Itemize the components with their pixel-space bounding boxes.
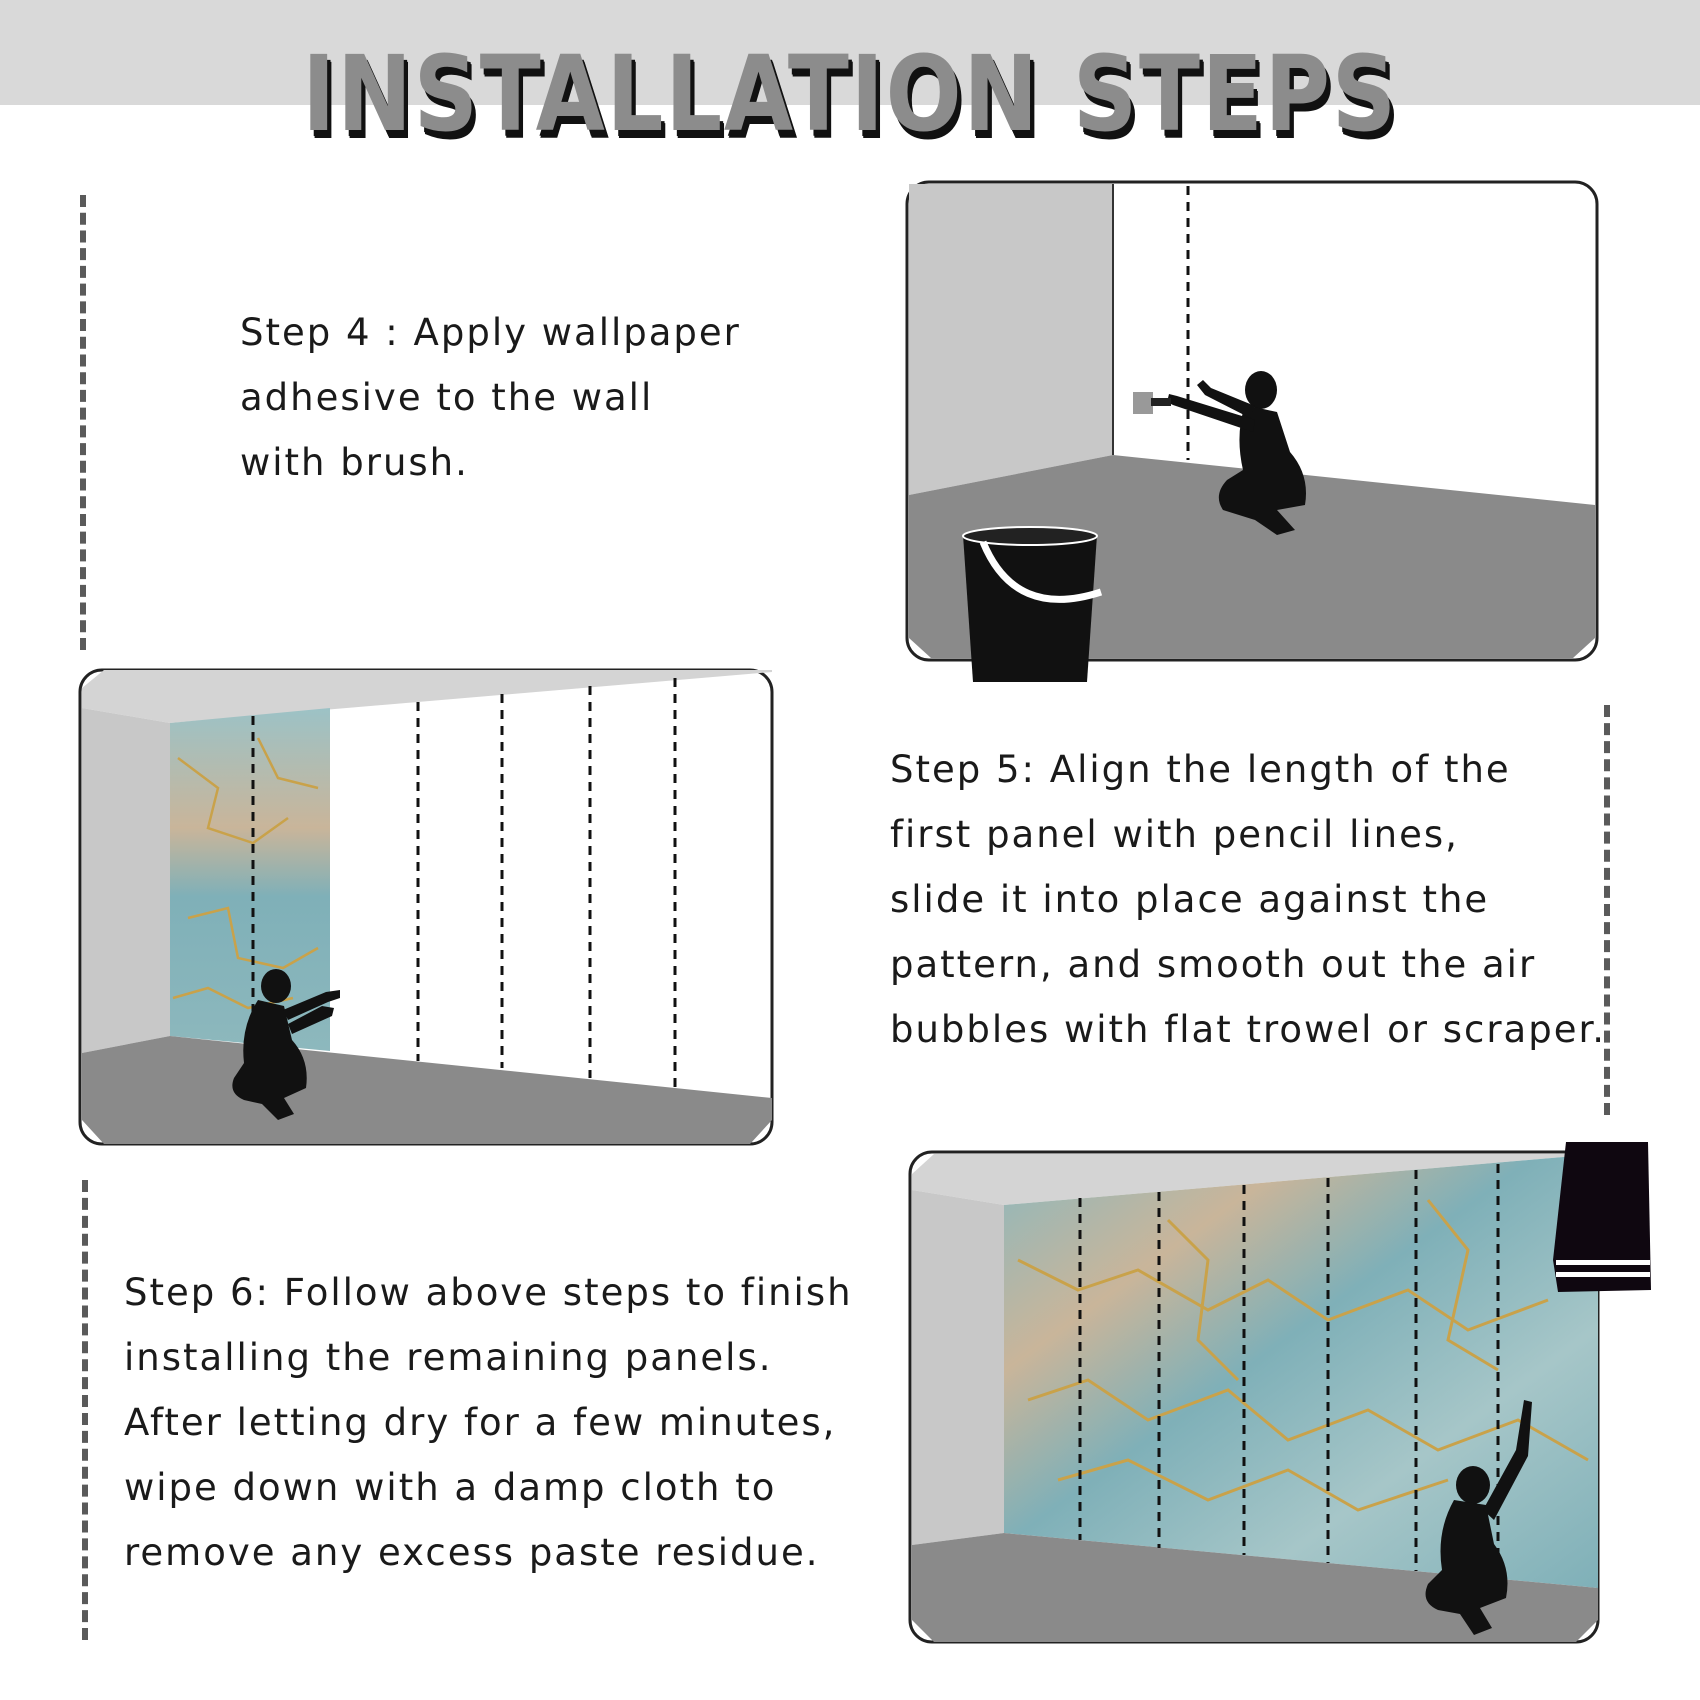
step-6-illustration	[908, 1140, 1653, 1670]
brush-handle	[1151, 398, 1171, 406]
step-5-line: bubbles with flat trowel or scraper.	[890, 1008, 1607, 1051]
step-4-line: adhesive to the wall	[240, 376, 654, 419]
side-wall	[909, 184, 1113, 495]
step-6-line: remove any excess paste residue.	[124, 1531, 820, 1574]
side-wall	[82, 708, 170, 1053]
step-4-line: with brush.	[240, 441, 469, 484]
bucket-icon	[963, 527, 1101, 682]
step-5-illustration	[78, 668, 778, 1148]
dashed-divider-top-left	[80, 195, 86, 650]
dashed-divider-bottom-left	[82, 1180, 88, 1640]
step-5-line: first panel with pencil lines,	[890, 813, 1459, 856]
step-4-illustration	[905, 180, 1605, 690]
step-6-line: installing the remaining panels.	[124, 1336, 773, 1379]
step-4-line: Step 4 : Apply wallpaper	[240, 311, 741, 354]
step-5-line: Step 5: Align the length of the	[890, 748, 1511, 791]
step-6-line: Step 6: Follow above steps to finish	[124, 1271, 853, 1314]
brush-icon	[1133, 392, 1153, 414]
step-5-line: slide it into place against the	[890, 878, 1490, 921]
page-title: INSTALLATION STEPS	[302, 33, 1398, 155]
step-6-line: After letting dry for a few minutes,	[124, 1401, 837, 1444]
step-5-line: pattern, and smooth out the air	[890, 943, 1537, 986]
marble-panel	[170, 708, 330, 1051]
step-5-text	[890, 737, 1606, 1062]
step-4-text	[240, 300, 741, 495]
towel-icon	[1553, 1142, 1651, 1292]
step-6-line: wipe down with a damp cloth to	[124, 1466, 777, 1509]
marble-wall	[1004, 1154, 1598, 1588]
step-6-text	[124, 1260, 853, 1585]
side-wall	[912, 1190, 1004, 1545]
